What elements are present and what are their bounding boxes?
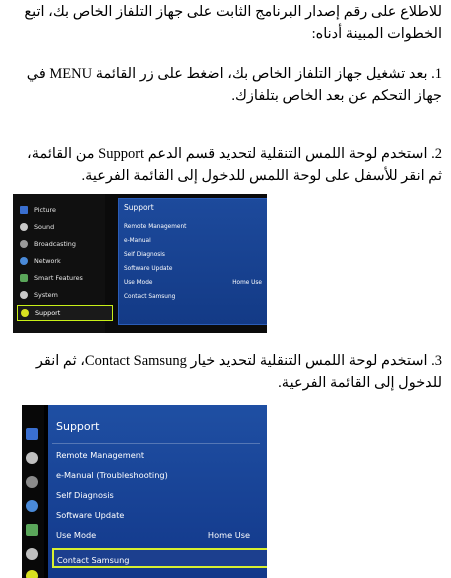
panel-title: Support (124, 203, 154, 212)
menu-item-system[interactable]: System (20, 288, 105, 303)
support-icon (26, 570, 38, 578)
menu-item-support[interactable]: Support (17, 305, 113, 321)
option-remote-management[interactable]: Remote Management (56, 450, 145, 460)
option-contact-samsung[interactable]: Contact Samsung (124, 294, 176, 300)
menu-item-network[interactable]: Network (20, 254, 105, 269)
broadcasting-icon (20, 240, 28, 248)
option-e-manual[interactable]: e-Manual (124, 238, 151, 244)
option-use-mode[interactable]: Use Mode Home Use (56, 525, 256, 545)
option-software-update[interactable]: Software Update (124, 266, 173, 272)
tv-menu-screenshot-2 (22, 405, 267, 578)
support-panel-enlarged (48, 405, 267, 578)
option-e-manual-troubleshooting[interactable]: e-Manual (Troubleshooting) (56, 470, 168, 480)
picture-icon (26, 428, 38, 440)
menu-item-picture[interactable]: Picture (20, 203, 105, 218)
system-icon (20, 291, 28, 299)
step-2-paragraph: 2. استخدم لوحة اللمس التنقلية لتحديد قسم الدعم Support من القائمة، ثم انقر للأسفل على لوحة اللمس للدخول إلى القائمة الفرعية. (27, 146, 442, 184)
tv-icon-column (22, 405, 44, 578)
menu-item-sound[interactable]: Sound (20, 220, 105, 235)
smart-features-icon (26, 524, 38, 536)
divider (52, 443, 260, 444)
support-icon (21, 309, 29, 317)
network-icon (20, 257, 28, 265)
sound-icon (20, 223, 28, 231)
option-use-mode[interactable]: Use Mode Home Use (124, 280, 262, 286)
use-mode-value: Home Use (232, 280, 262, 286)
panel-title: Support (56, 420, 100, 433)
tv-menu-screenshot-1 (13, 194, 267, 333)
step-1-paragraph: 1. بعد تشغيل جهاز التلفاز الخاص بك، اضغط على زر القائمة MENU في جهاز التحكم عن بعد الخاص بتلفازك. (26, 66, 442, 104)
option-self-diagnosis[interactable]: Self Diagnosis (56, 490, 114, 500)
broadcasting-icon (26, 476, 38, 488)
sound-icon (26, 452, 38, 464)
option-software-update[interactable]: Software Update (56, 510, 125, 520)
tv-main-menu (13, 194, 105, 333)
option-remote-management[interactable]: Remote Management (124, 224, 187, 230)
smart-features-icon (20, 274, 28, 282)
option-contact-samsung[interactable]: Contact Samsung (52, 548, 267, 568)
support-panel (118, 198, 267, 325)
option-self-diagnosis[interactable]: Self Diagnosis (124, 252, 165, 258)
menu-item-broadcasting[interactable]: Broadcasting (20, 237, 105, 252)
step-3-paragraph: 3. استخدم لوحة اللمس التنقلية لتحديد خيار Contact Samsung، ثم انقر للدخول إلى القائمة الفرعية. (35, 353, 442, 391)
menu-item-smart-features[interactable]: Smart Features (20, 271, 105, 286)
network-icon (26, 500, 38, 512)
intro-paragraph: للاطلاع على رقم إصدار البرنامج الثابت على جهاز التلفاز الخاص بك، اتبع الخطوات المبينة أدناه: (24, 4, 442, 42)
picture-icon (20, 206, 28, 214)
system-icon (26, 548, 38, 560)
use-mode-value: Home Use (207, 530, 250, 540)
